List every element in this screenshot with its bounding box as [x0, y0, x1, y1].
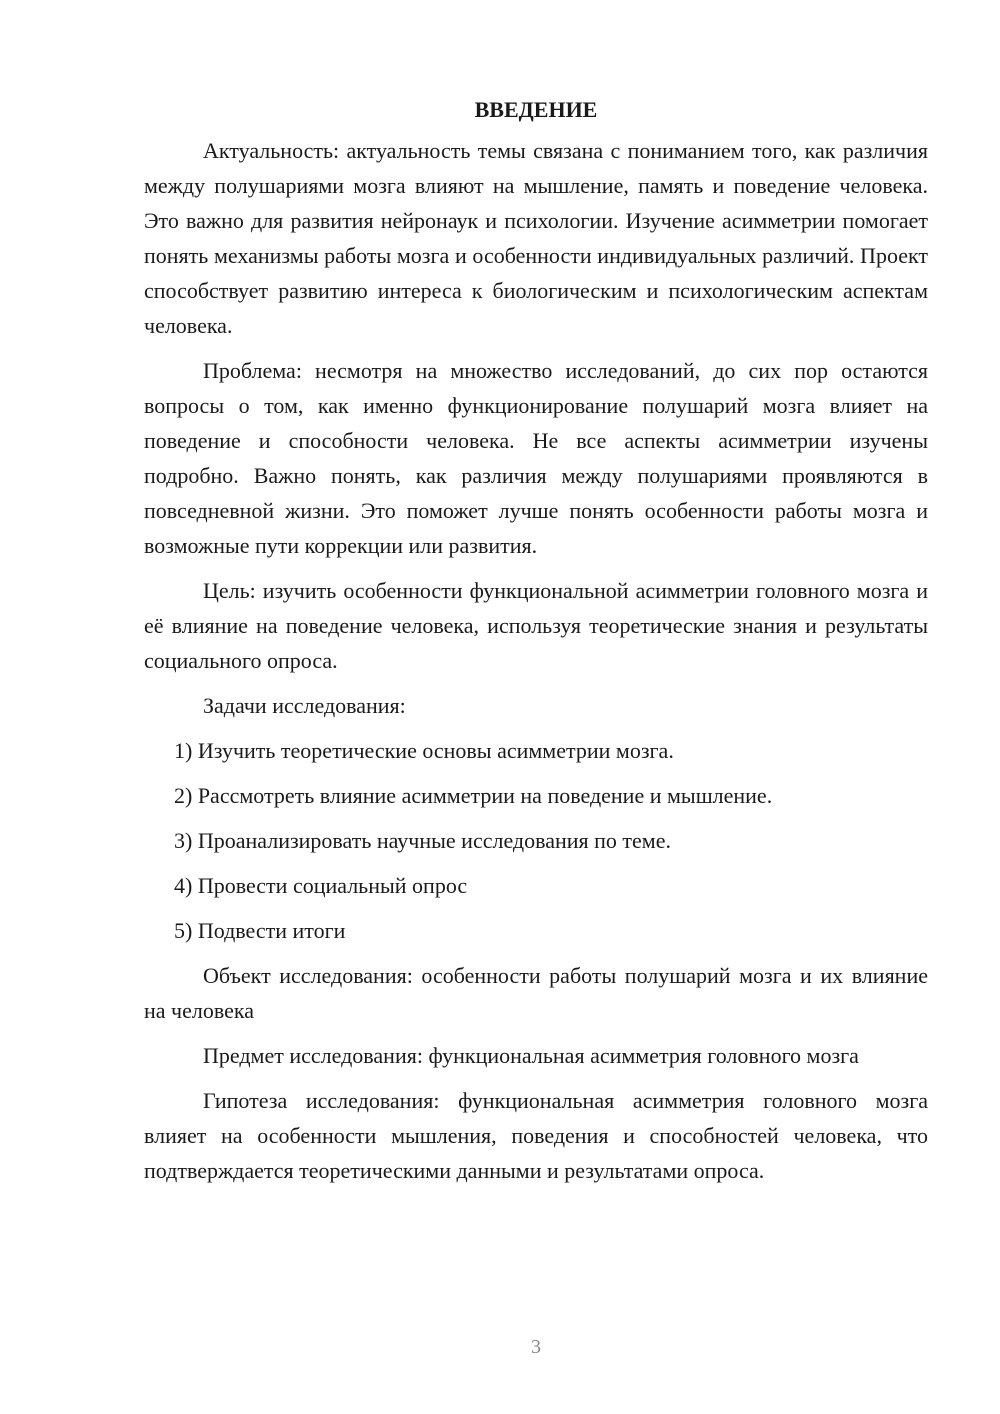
task-item-1: 1) Изучить теоретические основы асимметрии мозга.: [174, 738, 674, 763]
task-item-5: 5) Подвести итоги: [174, 918, 346, 943]
tasks-title: Задачи исследования:: [203, 693, 406, 718]
tasks-list: [144, 733, 928, 948]
subject-paragraph: Предмет исследования: функциональная асимметрия головного мозга: [203, 1043, 859, 1068]
task-item-3: 3) Проанализировать научные исследования по теме.: [174, 828, 671, 853]
document-body: [144, 92, 928, 1198]
task-item-2: 2) Рассмотреть влияние асимметрии на поведение и мышление.: [174, 783, 773, 808]
goal-paragraph: Цель: изучить особенности функциональной асимметрии головного мозга и её влияние на поведение человека, используя теоретические знания и результаты социального опроса.: [144, 578, 928, 673]
problem-paragraph: Проблема: несмотря на множество исследований, до сих пор остаются вопросы о том, как именно функционирование полушарий мозга влияет на поведение и способности человека. Не все аспекты асимметрии изучены подробно. Важно понять, как различия между полушариями проявляются в повседневной жизни. Это поможет лучше понять особенности работы мозга и возможные пути коррекции или развития.: [144, 358, 928, 558]
relevance-paragraph: Актуальность: актуальность темы связана с пониманием того, как различия между полушариями мозга влияют на мышление, память и поведение человека. Это важно для развития нейронаук и психологии. Изучение асимметрии помогает понять механизмы работы мозга и особенности индивидуальных различий. Проект способствует развитию интереса к биологическим и психологическим аспектам человека.: [144, 138, 928, 338]
object-paragraph: Объект исследования: особенности работы полушарий мозга и их влияние на человека: [144, 963, 928, 1023]
task-item-4: 4) Провести социальный опрос: [174, 873, 468, 898]
section-heading: ВВЕДЕНИЕ: [474, 97, 598, 122]
page-number: 3: [531, 1336, 541, 1358]
hypothesis-paragraph: Гипотеза исследования: функциональная асимметрия головного мозга влияет на особенности мышления, поведения и способностей человека, что подтверждается теоретическими данными и результатами опроса.: [144, 1088, 928, 1183]
